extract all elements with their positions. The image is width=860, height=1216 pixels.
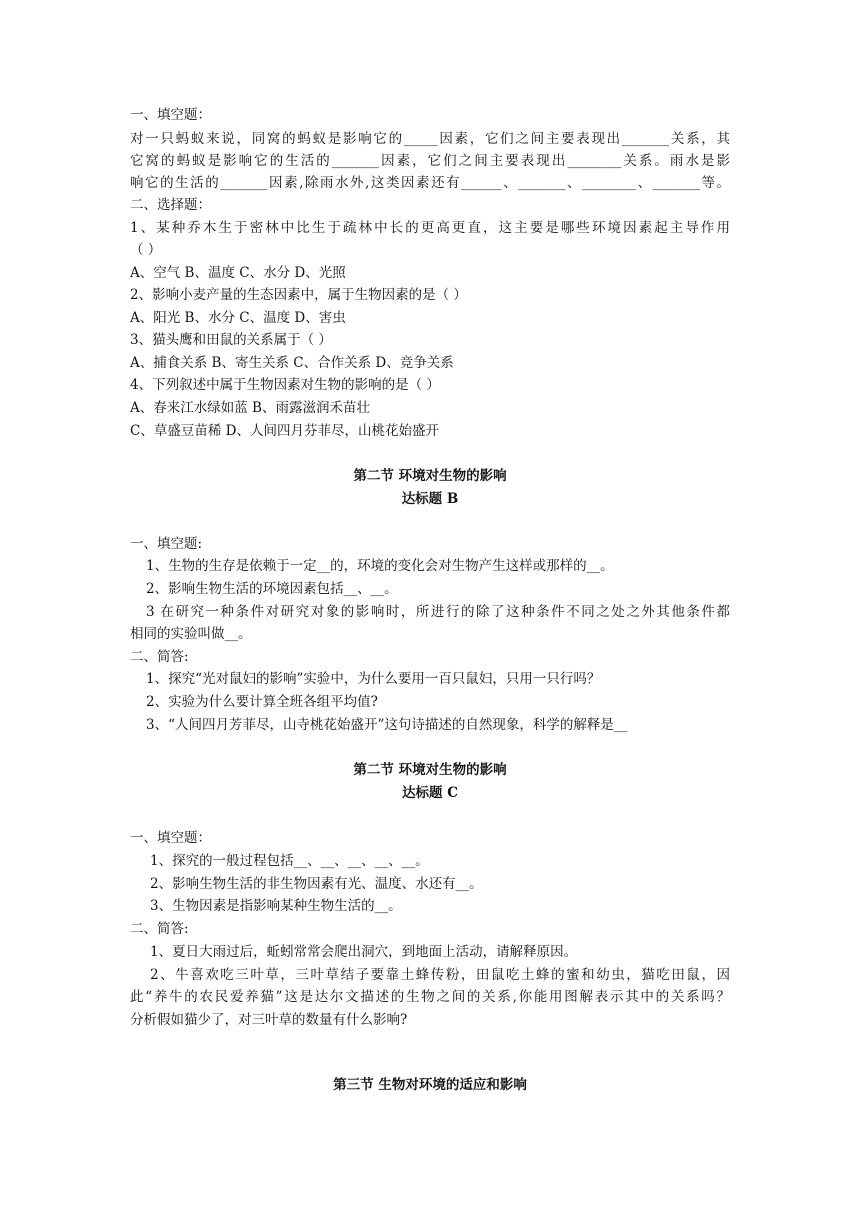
choice-question: 4、下列叙述中属于生物因素对生物的影响的是（ ） <box>130 377 440 393</box>
qa-question: 2、实验为什么要计算全班各组平均值? <box>146 694 378 710</box>
section-title: 第三节 生物对环境的适应和影响 <box>333 1077 527 1093</box>
choice-bracket: （ ） <box>130 242 162 258</box>
section-title: 第二节 环境对生物的影响 <box>353 468 507 484</box>
section-title: 第二节 环境对生物的影响 <box>353 762 507 778</box>
fill-line: 3、生物因素是指影响某种生物生活的__。 <box>150 898 402 914</box>
fill-line: 1、生物的生存是依赖于一定__的，环境的变化会对生物产生这样或那样的__。 <box>146 558 614 574</box>
choice-heading: 二、选择题： <box>130 197 211 213</box>
choice-options: C、草盛豆苗稀 D、人间四月芬菲尽，山桃花始盛开 <box>130 423 439 439</box>
fill-line: 它窝的蚂蚁是影响它的生活的_______因素，它们之间主要表现出________关系。雨水是影 <box>130 153 730 169</box>
qa-question: 2、牛喜欢吃三叶草，三叶草结子要靠土蜂传粉，田鼠吃土蜂的蜜和幼虫，猫吃田鼠，因 <box>150 967 730 983</box>
fill-line: 2、影响生物生活的环境因素包括__、__。 <box>146 581 398 597</box>
choice-question: 1、某种乔木生于密林中比生于疏林中长的更高更直，这主要是哪些环境因素起主导作用 <box>130 220 730 236</box>
fill-line: 3 在研究一种条件对研究对象的影响时，所进行的除了这种条件不同之处之外其他条件都 <box>146 604 730 620</box>
qa-heading: 二、简答: <box>130 649 189 665</box>
choice-options: A、春来江水绿如蓝 B、雨露滋润禾苗壮 <box>130 400 370 416</box>
choice-options: A、捕食关系 B、寄生关系 C、合作关系 D、竞争关系 <box>130 355 454 371</box>
section-subtitle: 达标题 B <box>401 491 459 507</box>
fill-heading: 一、填空题： <box>130 107 211 123</box>
qa-question: 3、“人间四月芳菲尽，山寺桃花始盛开”这句诗描述的自然现象，科学的解释是__ <box>146 717 628 733</box>
fill-line: 响它的生活的_______因素,除雨水外,这类因素还有______、_______、________、_______等。 <box>130 175 730 191</box>
fill-line: 2、影响生物生活的非生物因素有光、温度、水还有__。 <box>150 876 483 892</box>
choice-question: 3、猫头鹰和田鼠的关系属于（ ） <box>130 332 332 348</box>
fill-line: 1、探究的一般过程包括__、__、__、__、__。 <box>150 853 429 869</box>
fill-line: 对一只蚂蚁来说，同窝的蚂蚁是影响它的_____因素，它们之间主要表现出_______关系，其 <box>130 131 730 147</box>
qa-heading: 二、简答: <box>130 921 189 937</box>
qa-question: 1、夏日大雨过后，蚯蚓常常会爬出洞穴，到地面上活动，请解释原因。 <box>150 944 578 960</box>
qa-question: 分析假如猫少了，对三叶草的数量有什么影响? <box>130 1012 408 1028</box>
fill-line: 相同的实验叫做__。 <box>130 626 252 642</box>
qa-question: 1、探究“光对鼠妇的影响”实验中，为什么要用一百只鼠妇，只用一只行吗？ <box>146 671 601 687</box>
fill-heading: 一、填空题: <box>130 536 203 552</box>
fill-heading: 一、填空题： <box>130 830 211 846</box>
choice-options: A、阳光 B、水分 C、温度 D、害虫 <box>130 310 346 326</box>
choice-options: A、空气 B、温度 C、水分 D、光照 <box>130 265 346 281</box>
qa-question: 此“养牛的农民爱养猫”这是达尔文描述的生物之间的关系,你能用图解表示其中的关系吗？ <box>130 989 730 1005</box>
section-subtitle: 达标题 C <box>402 785 458 801</box>
choice-question: 2、影响小麦产量的生态因素中，属于生物因素的是（ ） <box>130 287 467 303</box>
